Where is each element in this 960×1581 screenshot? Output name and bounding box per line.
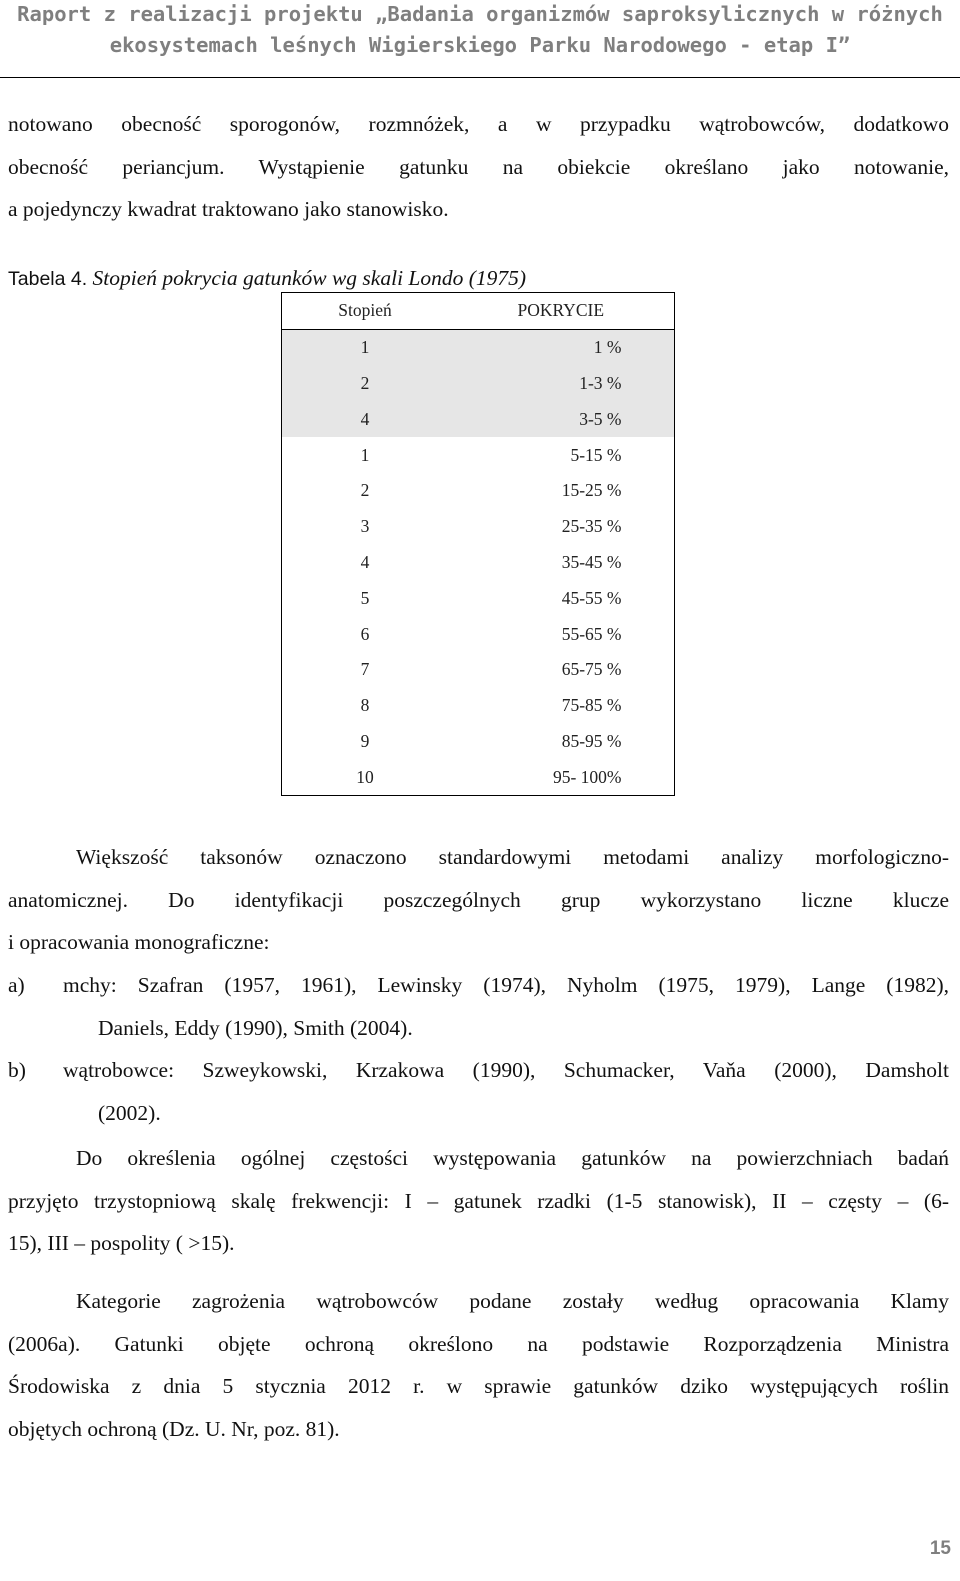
coverage-cell: 85-95 % [448, 724, 674, 760]
table-caption-label: Tabela 4. [8, 268, 88, 290]
text-line: objętych ochroną (Dz. U. Nr, poz. 81). [8, 1416, 340, 1441]
degree-cell: 1 [282, 437, 449, 473]
header-line-1: Raport z realizacji projektu „Badania organizmów saproksylicznych w różnych [17, 2, 943, 26]
table-row [282, 437, 675, 473]
text-line: anatomicznej. Do identyfikacji poszczególnych grup wykorzystano liczne klucze [8, 887, 949, 912]
degree-cell: 10 [282, 759, 449, 795]
text-line: Daniels, Eddy (1990), Smith (2004). [98, 1015, 413, 1040]
text-line: mchy: Szafran (1957, 1961), Lewinsky (1974), Nyholm (1975, 1979), Lange (1982), [63, 973, 949, 997]
table-row [282, 401, 675, 437]
header-line-2: ekosystemach leśnych Wigierskiego Parku Narodowego - etap I” [109, 33, 851, 57]
degree-cell: 9 [282, 724, 449, 760]
text-line: a pojedynczy kwadrat traktowano jako stanowisko. [8, 197, 449, 221]
text-line: i opracowania monograficzne: [8, 930, 270, 954]
table-header-row [282, 293, 675, 330]
table-caption [8, 266, 526, 291]
degree-cell: 5 [282, 580, 449, 616]
list-item [8, 1049, 949, 1134]
table-row [282, 616, 675, 652]
coverage-cell: 95- 100% [448, 759, 674, 795]
table-row [282, 688, 675, 724]
text-line: Większość taksonów oznaczono standardowymi metodami analizy morfologiczno- [76, 845, 949, 869]
coverage-cell: 35-45 % [448, 545, 674, 581]
column-header-degree: Stopień [282, 293, 449, 330]
degree-cell: 7 [282, 652, 449, 688]
text-line: Kategorie zagrożenia wątrobowców podane zostały według opracowania Klamy [76, 1289, 949, 1313]
text-line: (2006a). Gatunki objęte ochroną określono na podstawie Rozporządzenia Ministra [8, 1331, 949, 1356]
degree-cell: 2 [282, 366, 449, 402]
text-line: notowano obecność sporogonów, rozmnóżek, a w przypadku wątrobowców, dodatkowo [8, 112, 949, 136]
page-number: 15 [929, 1538, 951, 1559]
table-caption-title: Stopień pokrycia gatunków wg skali Londo (1975) [92, 266, 527, 290]
degree-cell: 4 [282, 401, 449, 437]
table-row [282, 545, 675, 581]
coverage-cell: 15-25 % [448, 473, 674, 509]
coverage-cell: 1-3 % [448, 366, 674, 402]
text-line: 15), III – pospolity ( >15). [8, 1231, 235, 1255]
table-row [282, 759, 675, 795]
references-list [8, 964, 949, 1134]
coverage-cell: 1 % [448, 329, 674, 365]
table-row [282, 724, 675, 760]
identification-paragraph [8, 836, 949, 964]
column-header-coverage: POKRYCIE [448, 293, 674, 330]
table-row [282, 652, 675, 688]
coverage-scale-table [281, 292, 675, 796]
text-line: Środowiska z dnia 5 stycznia 2012 r. w sprawie gatunków dziko występujących roślin [8, 1374, 949, 1398]
coverage-cell: 3-5 % [448, 401, 674, 437]
table-row [282, 366, 675, 402]
coverage-cell: 45-55 % [448, 580, 674, 616]
protection-paragraph [8, 1280, 949, 1450]
header-divider [0, 77, 960, 78]
list-marker: b) [8, 1058, 26, 1082]
coverage-cell: 5-15 % [448, 437, 674, 473]
degree-cell: 2 [282, 473, 449, 509]
list-marker: a) [8, 973, 25, 997]
coverage-cell: 25-35 % [448, 509, 674, 545]
intro-paragraph [8, 103, 949, 231]
degree-cell: 4 [282, 545, 449, 581]
text-line: przyjęto trzystopniową skalę frekwencji: I – gatunek rzadki (1-5 stanowisk), II – częsty – (6- [8, 1188, 949, 1213]
frequency-paragraph [8, 1137, 949, 1265]
text-line: (2002). [98, 1100, 161, 1125]
degree-cell: 8 [282, 688, 449, 724]
table-row [282, 509, 675, 545]
degree-cell: 3 [282, 509, 449, 545]
coverage-cell: 65-75 % [448, 652, 674, 688]
text-line: wątrobowce: Szweykowski, Krzakowa (1990), Schumacker, Vaňa (2000), Damsholt [63, 1058, 949, 1082]
text-line: Do określenia ogólnej częstości występowania gatunków na powierzchniach badań [76, 1146, 949, 1170]
degree-cell: 1 [282, 329, 449, 365]
text-line: obecność periancjum. Wystąpienie gatunku na obiekcie określano jako notowanie, [8, 154, 949, 179]
table-row [282, 473, 675, 509]
coverage-cell: 75-85 % [448, 688, 674, 724]
list-item [8, 964, 949, 1049]
table-row [282, 329, 675, 365]
coverage-cell: 55-65 % [448, 616, 674, 652]
degree-cell: 6 [282, 616, 449, 652]
running-header [0, 0, 960, 70]
table-row [282, 580, 675, 616]
